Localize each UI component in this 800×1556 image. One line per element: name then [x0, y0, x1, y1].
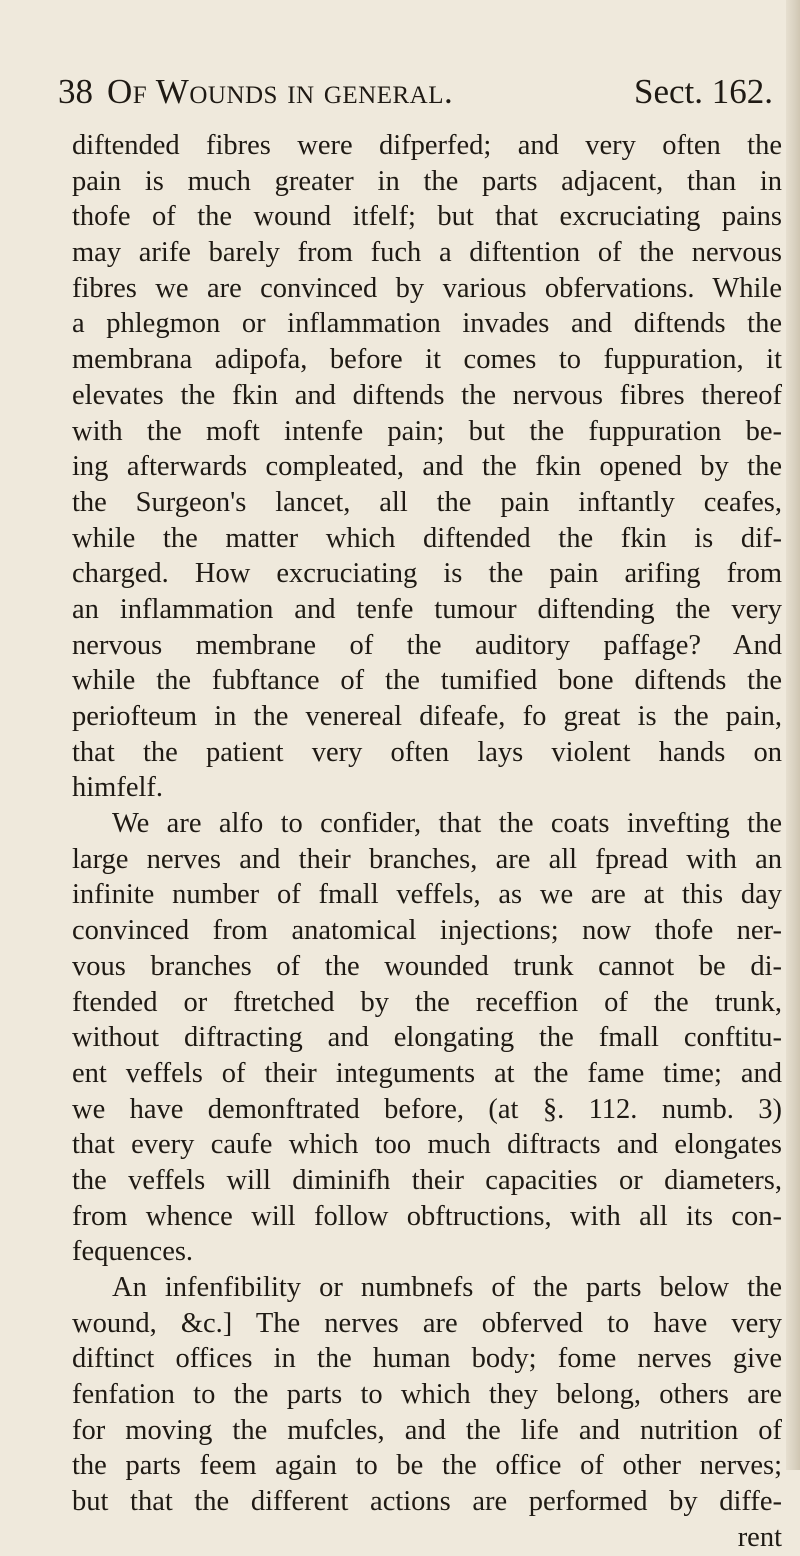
text-line: elevates the fkin and diftends the nervous fibres thereof — [72, 379, 782, 411]
text-line: while the matter which diftended the fkin is dif- — [72, 522, 782, 554]
page-number: 38 — [58, 72, 93, 111]
text-line: ent veffels of their integuments at the fame time; and — [72, 1057, 782, 1089]
body-text — [72, 128, 782, 1556]
text-line: while the fubftance of the tumified bone diftends the — [72, 665, 782, 697]
text-line: diftended fibres were difperfed; and very often the — [72, 130, 782, 161]
text-line: the Surgeon's lancet, all the pain inftantly ceafes, — [72, 486, 782, 518]
text-line: a phlegmon or inflammation invades and diftends the — [72, 308, 782, 340]
text-line: fibres we are convinced by various obfervations. While — [72, 272, 782, 304]
text-line: that every caufe which too much diftracts and elongates — [72, 1129, 782, 1161]
text-line: fenfation to the parts to which they belong, others are — [72, 1379, 782, 1411]
running-header — [58, 68, 773, 116]
text-line: wound, &c.] The nerves are obferved to have very — [72, 1307, 782, 1339]
paragraph-end-line: himfelf. — [72, 772, 164, 804]
text-line: infinite number of fmall veffels, as we are at this day — [72, 879, 782, 911]
text-line: may arife barely from fuch a diftention of the nervous — [72, 237, 782, 269]
text-line: nervous membrane of the auditory paffage? And — [72, 629, 782, 661]
paragraph-start-line: We are alfo to confider, that the coats invefting the — [112, 808, 782, 840]
catchword: rent — [737, 1521, 782, 1553]
text-line: the veffels will diminifh their capacities or diameters, — [72, 1164, 782, 1196]
page-edge — [786, 0, 800, 1470]
text-line: diftinct offices in the human body; fome nerves give — [72, 1343, 782, 1375]
text-line: for moving the mufcles, and the life and nutrition of — [72, 1414, 782, 1446]
running-title: Of Wounds in general. — [107, 72, 454, 111]
text-line: thofe of the wound itfelf; but that excruciating pains — [72, 201, 782, 233]
text-line: the parts feem again to be the office of other nerves; — [72, 1450, 782, 1482]
text-line: an inflammation and tenfe tumour diftending the very — [72, 593, 782, 625]
text-line: large nerves and their branches, are all fpread with an — [72, 843, 782, 875]
paragraph-start-line: An infenfibility or numbnefs of the parts below the — [112, 1272, 782, 1303]
text-line: ing afterwards compleated, and the fkin opened by the — [72, 451, 782, 483]
text-line: that the patient very often lays violent hands on — [72, 736, 782, 768]
text-line: membrana adipofa, before it comes to fuppuration, it — [72, 344, 782, 376]
text-line: from whence will follow obftructions, with all its con- — [72, 1200, 782, 1232]
text-line: vous branches of the wounded trunk cannot be di- — [72, 950, 782, 982]
text-line: but that the different actions are performed by diffe- — [72, 1486, 782, 1518]
text-line: with the moft intenfe pain; but the fuppuration be- — [72, 415, 782, 447]
paragraph-end-line: fequences. — [72, 1236, 194, 1268]
text-line: ftended or ftretched by the receffion of the trunk, — [72, 986, 782, 1018]
text-line: we have demonftrated before, (at §. 112. numb. 3) — [72, 1093, 782, 1125]
section-reference: Sect. 162. — [633, 72, 773, 111]
text-line: periofteum in the venereal difeafe, fo great is the pain, — [72, 701, 782, 732]
text-line: pain is much greater in the parts adjacent, than in — [72, 165, 782, 197]
text-line: convinced from anatomical injections; now thofe ner- — [72, 915, 782, 947]
text-line: charged. How excruciating is the pain arifing from — [72, 558, 782, 590]
text-line: without diftracting and elongating the fmall conftitu- — [72, 1022, 782, 1054]
